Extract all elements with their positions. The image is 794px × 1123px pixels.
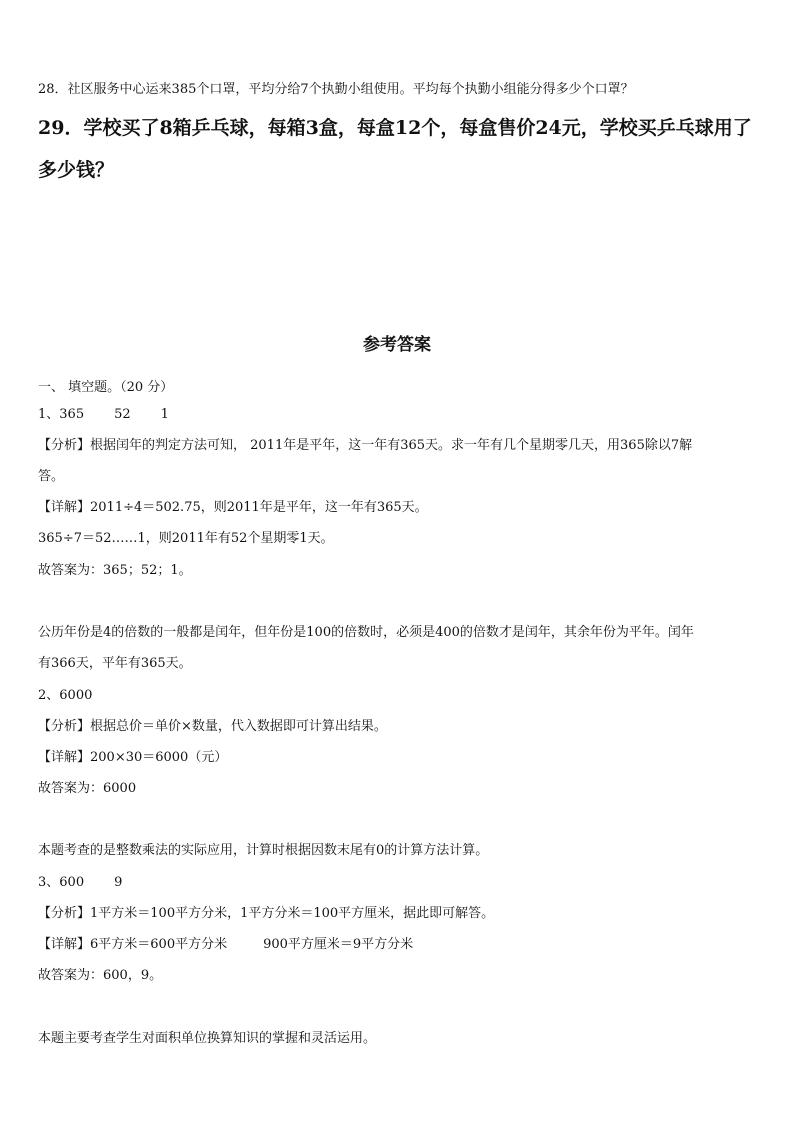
answer-3-analysis: 【分析】1平方米＝100平方分米，1平方分米＝100平方厘米，据此即可解答。 [38,906,495,921]
answer-3-detail [38,937,413,953]
answer-3-value-b: 9 [114,875,123,890]
answer-3-final: 故答案为：600，9。 [38,968,163,983]
answer-1-analysis-cont: 答。 [38,469,65,484]
answer-3-head [38,875,122,891]
answer-1-detail-cont: 365÷7＝52……1，则2011年有52个星期零1天。 [38,531,334,546]
answer-2-note: 本题考查的是整数乘法的实际应用，计算时根据因数末尾有0的计算方法计算。 [38,843,489,858]
question-29-line2: 多少钱？ [38,159,115,181]
answer-2-analysis: 【分析】根据总价＝单价×数量，代入数据即可计算出结果。 [38,719,387,734]
answer-3-value-a: 3、600 [38,875,85,890]
answer-1-head [38,407,169,423]
answer-2-detail: 【详解】200×30＝6000（元） [38,750,228,765]
answer-1-note: 公历年份是4的倍数的一般都是闰年，但年份是100的倍数时，必须是400的倍数才是闰年，其余年份为平年。闰年 [38,625,694,640]
answer-1-value-b: 52 [114,407,131,422]
answer-2-final: 故答案为：6000 [38,781,137,796]
answer-1-value-c: 1 [160,407,169,422]
answer-3-detail-b: 900平方厘米＝9平方分米 [263,937,414,952]
answer-1-note-cont: 有366天，平年有365天。 [38,656,192,671]
question-29-line1: 29．学校买了8箱乒乓球，每箱3盒，每盒12个，每盒售价24元，学校买乒乓球用了 [38,117,752,139]
answer-1-final: 故答案为：365；52；1。 [38,563,192,578]
answer-3-note: 本题主要考查学生对面积单位换算知识的掌握和灵活运用。 [38,1031,377,1046]
answer-1-analysis: 【分析】根据闰年的判定方法可知， 2011年是平年，这一年有365天。求一年有几个星期零几天，用365除以7解 [38,438,693,453]
answer-1-value-a: 1、365 [38,407,85,422]
answers-title: 参考答案 [363,335,431,355]
answer-2-head: 2、6000 [38,688,93,703]
answer-3-detail-a: 【详解】6平方米＝600平方分米 [38,937,228,952]
question-28: 28．社区服务中心运来385个口罩，平均分给7个执勤小组使用。平均每个执勤小组能分得多少个口罩？ [38,82,634,97]
answer-1-detail: 【详解】2011÷4＝502.75，则2011年是平年，这一年有365天。 [38,500,428,515]
section-heading: 一、 填空题。（20 分） [38,380,174,395]
